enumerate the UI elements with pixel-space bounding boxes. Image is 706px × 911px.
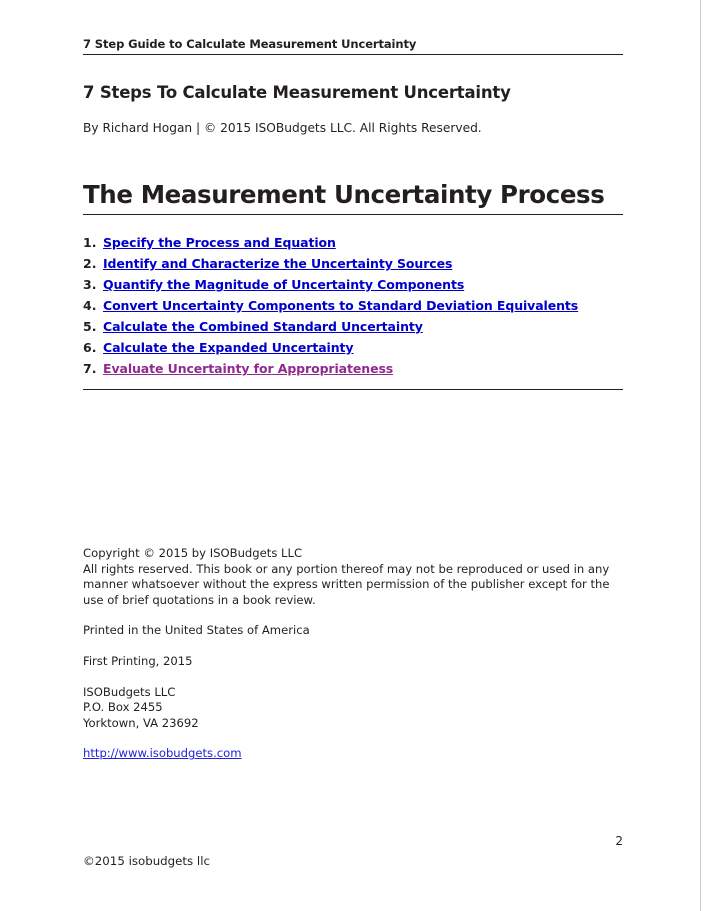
step-number: 5.: [83, 319, 97, 334]
printing-line: First Printing, 2015: [83, 653, 193, 668]
company-name: ISOBudgets LLC: [83, 684, 176, 699]
website-link[interactable]: http://www.isobudgets.com: [83, 746, 242, 761]
rights-paragraph: All rights reserved. This book or any portion thereof may not be reproduced or used in any manner whatsoever without the express written permission of the publisher except for the use of brief quotations in a book review.: [83, 561, 610, 607]
step-list-item: [83, 232, 623, 253]
step-link[interactable]: Evaluate Uncertainty for Appropriateness: [103, 361, 394, 376]
step-link[interactable]: Identify and Characterize the Uncertainty Sources: [103, 256, 453, 271]
step-list-item: [83, 253, 623, 274]
step-number: 1.: [83, 235, 97, 250]
running-header-text: 7 Step Guide to Calculate Measurement Uncertainty: [83, 37, 417, 51]
step-list-item: [83, 274, 623, 295]
page-edge-divider: [700, 0, 701, 911]
imprint-spacer-2: [83, 639, 623, 654]
step-list-item: [83, 295, 623, 316]
section-heading: The Measurement Uncertainty Process: [83, 180, 605, 209]
imprint-spacer-3: [83, 670, 623, 685]
step-link[interactable]: Quantify the Magnitude of Uncertainty Components: [103, 277, 465, 292]
step-list-item: [83, 316, 623, 337]
step-list-item: [83, 337, 623, 358]
imprint-spacer-1: [83, 608, 623, 623]
step-link[interactable]: Specify the Process and Equation: [103, 235, 336, 250]
running-header: [83, 37, 623, 55]
step-number: 3.: [83, 277, 97, 292]
page-number: 2: [615, 834, 623, 848]
step-list-item: [83, 358, 623, 379]
step-number: 7.: [83, 361, 97, 376]
page-title: 7 Steps To Calculate Measurement Uncertainty: [83, 83, 511, 102]
byline: By Richard Hogan | © 2015 ISOBudgets LLC. All Rights Reserved.: [83, 121, 482, 135]
steps-list-divider: [83, 389, 623, 390]
city-state-zip: Yorktown, VA 23692: [83, 715, 199, 730]
step-link[interactable]: Convert Uncertainty Components to Standard Deviation Equivalents: [103, 298, 579, 313]
section-heading-divider: [83, 214, 623, 215]
step-link[interactable]: Calculate the Expanded Uncertainty: [103, 340, 354, 355]
steps-list: [83, 232, 623, 379]
imprint-block: [83, 546, 623, 762]
step-number: 6.: [83, 340, 97, 355]
header-divider: [83, 54, 623, 55]
step-number: 2.: [83, 256, 97, 271]
step-link[interactable]: Calculate the Combined Standard Uncertainty: [103, 319, 423, 334]
footer-note: ©2015 isobudgets llc: [83, 854, 210, 868]
website-line: [83, 746, 623, 762]
copyright-line: Copyright © 2015 by ISOBudgets LLC: [83, 546, 303, 560]
imprint-spacer-4: [83, 731, 623, 746]
step-number: 4.: [83, 298, 97, 313]
printed-in-line: Printed in the United States of America: [83, 623, 310, 638]
po-box: P.O. Box 2455: [83, 700, 163, 715]
